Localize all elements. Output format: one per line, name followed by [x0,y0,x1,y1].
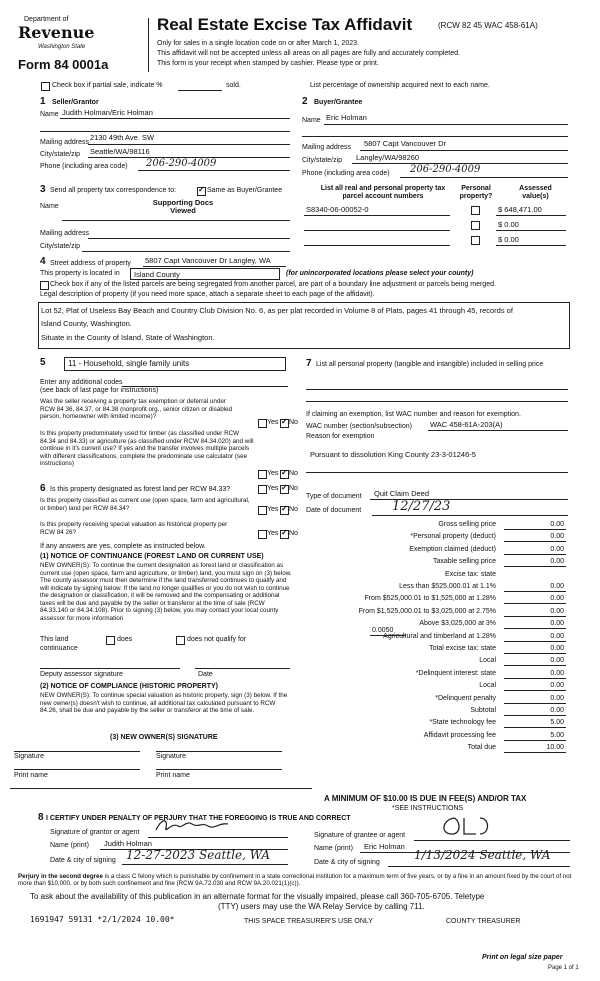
grantee-name[interactable]: Eric Holman [364,842,405,851]
tax-row-line [504,554,566,555]
tax-row-label: *Delinquent interest: state [415,670,496,677]
historic-question: Is this property receiving special valuation as historical property per RCW 84 26? [40,521,228,536]
forest-yes-checkbox[interactable] [258,485,267,494]
tax-row-value[interactable]: 0.00 [550,533,564,540]
grantor-sig-line [148,837,288,838]
deputy-sig-label: Deputy assessor signature [40,671,123,678]
parcel-line-0 [304,215,450,216]
tax-row-value[interactable]: 10.00 [546,744,564,751]
grantor-date-city[interactable]: 12-27-2023 Seattle, WA [126,848,271,862]
owner-print-line-2 [156,769,282,770]
current-use-yes-checkbox[interactable] [258,506,267,515]
section-5-number: 5 [40,357,46,368]
tax-row-label: Excise tax: state [445,571,496,578]
tax-row-value[interactable]: 0.00 [550,620,564,627]
grantee-signature [436,814,496,838]
owner-sig-line-1 [14,751,140,752]
state-label: Washington State [38,44,86,50]
legal-line-2: Island County, Washington. [41,319,132,328]
county-treasurer: COUNTY TREASURER [446,918,521,925]
segregated-checkbox[interactable] [40,281,49,290]
assessed-value-2[interactable]: $ 0.00 [498,235,519,244]
does-label: does [117,636,133,643]
current-use-no-checkbox[interactable] [280,506,289,515]
tax-row-value[interactable]: 0.00 [550,645,564,652]
current-use-no-label: No [289,506,298,513]
tax-row-line [504,715,566,716]
grantor-date-label: Date & city of signing [50,857,116,864]
supporting-docs-stamp: Supporting Docs Viewed [152,198,214,215]
dept-label: Department of [24,16,69,23]
buyer-mailing-label: Mailing address [302,144,352,151]
exemption-reason[interactable]: Pursuant to dissolution King County 23-3-01246-5 [310,450,476,459]
tax-row-value[interactable]: 5.00 [550,732,564,739]
tax-row-label: From $525,000.01 to $1,525,000 at 1.28% [364,595,496,602]
form-number: Form 84 0001a [18,57,109,72]
buyer-name-label: Name [302,117,321,124]
tax-row-label: From $1,525,000.01 to $3,025,000 at 2.75% [358,608,496,615]
q2-no-checkbox[interactable] [280,470,289,479]
buyer-city-label: City/state/zip [302,157,343,164]
rcw-reference: (RCW 82 45 WAC 458-61A) [438,21,538,30]
tax-row-value[interactable]: 0.00 [550,695,564,702]
owner-print-label-1: Print name [14,772,48,779]
tax-row-value[interactable]: 0.00 [550,583,564,590]
timber-question: Is this property predominately used for timber (as classified under RCW 84.34 and 84.33) or agriculture (as classified under RCW 84.34.020) and will continue in it's current use? If yes and the transfer involves multiple parcels with different classifications, complete the predominate use calculator (see instructions) [40,430,254,468]
owner-sig-label-2: Signature [156,753,186,760]
tax-row-value[interactable]: 0.00 [550,546,564,553]
buyer-city[interactable]: Langley/WA/98260 [356,153,420,162]
availability-note: To ask about the availability of this publication in an alternate format for the visually impaired, please call 360-705-6705. Teletype [30,892,485,901]
partial-sale-label: Check box if partial sale, indicate % [52,82,163,89]
seller-mailing[interactable]: 2130 49th Ave. SW [90,133,155,142]
does-not-checkbox[interactable] [176,636,185,645]
tax-row-label: Gross selling price [438,521,496,528]
seller-phone-label: Phone (including area code) [40,163,128,170]
tax-row-label: Taxable selling price [432,558,496,565]
tax-row-label: Less than $525,000.01 at 1.1% [399,583,496,590]
seller-name[interactable]: Judith Holman/Eric Holman [62,108,153,117]
notice2-body: NEW OWNER(S): To continue special valuation as historic property, sign (3) below. If the new owner(s) doesn't wish to continue, all additional tax calculated pursuant to RCW 84.26, shall be due and payable by the seller or transferor at the time of sale. [40,692,288,715]
buyer-heading: Buyer/Grantee [314,99,363,106]
tax-row-line [504,752,566,753]
personal-checkbox-1[interactable] [471,221,480,230]
tax-row-line [504,616,566,617]
tax-row-line [504,591,566,592]
grantor-sig-label: Signature of grantor or agent [50,829,140,836]
wac-line [428,430,568,431]
forest-question: Is this property designated as forest land per RCW 84.33? [50,486,231,493]
legal-description-box[interactable] [38,302,570,349]
section-3-number: 3 [40,184,46,195]
q1-no-checkbox[interactable] [280,419,289,428]
tax-row-line [504,541,566,542]
legal-line-1: Lot 52, Plat of Useless Bay Beach and Country Club Division No. 6, as per plat recorded in Volume 8 of Plats, pages 41 through 45, records of [41,306,513,315]
assessed-line-2 [496,245,566,246]
section-8-number: 8 [38,812,44,823]
perjury-text: is a class C felony which is punishable by confinement in a state correctional institution for a maximum term of five years, or by a fine in an amount fixed by the court of not more than $10,000, or by both such confinement and fine (RCW 9A.72.030 and RCW 9A.20.021(1)(c)). [18,873,572,888]
corr-city-line [82,251,290,252]
tax-row-label: *State technology fee [429,719,496,726]
if-yes-note: If any answers are yes, complete as instructed below. [40,543,206,550]
treasurer-use-only: THIS SPACE TREASURER'S USE ONLY [244,918,373,925]
grantee-sig-label: Signature of grantee or agent [314,832,406,839]
seller-phone[interactable]: 206-290-4009 [146,158,217,169]
personal-col-header: Personal property? [459,185,493,200]
certify-statement: I CERTIFY UNDER PENALTY OF PERJURY THAT THE FOREGOING IS TRUE AND CORRECT [46,815,351,822]
tax-row-value[interactable]: 0.00 [550,707,564,714]
street-line [143,266,286,267]
header-divider [148,18,149,72]
grantee-date-city[interactable]: 1/13/2024 Seattle, WA [414,848,551,862]
tax-row-line [504,690,566,691]
tty-note: (TTY) users may use the WA Relay Service by calling 711. [218,902,425,911]
tax-row-value[interactable]: 0.00 [550,670,564,677]
sold-label: sold. [226,82,241,89]
owner-sig-label-1: Signature [14,753,44,760]
additional-codes-label: Enter any additional codes [40,379,123,386]
buyer-blank-line [302,136,568,137]
continuance-label: continuance [40,645,78,652]
tax-row-label: Total due [467,744,496,751]
notice1-body: NEW OWNER(S): To continue the current designation as forest land or classification as current use (open space, farm and agriculture, or timber) land, you must sign on (3) below. The county assessor must then determine if the land transferred continues to qualify and will indicate by signing below. If the land no longer qualifies or you do not wish to continue the designation or classification, it will be removed and the compensating or additional taxes will be due and payable by the seller or transferor at the time of sale (RCW 84.33.140 or 84.34.108). Prior to signing (3) below, you may contact your local county assessor for more information [40,562,292,622]
doc-type[interactable]: Quit Claim Deed [374,489,430,498]
section-6-number: 6 [40,483,46,494]
new-owner-sig-heading: (3) NEW OWNER(S) SIGNATURE [110,734,218,741]
parcel-line-2 [304,245,450,246]
reason-label: Reason for exemption [306,433,375,440]
q1-no-label: No [289,419,298,426]
tax-row-value[interactable]: 0.00 [550,558,564,565]
tax-row-line [504,703,566,704]
historic-yes-label: Yes [267,530,279,537]
reason-line [306,472,568,473]
owner-print-label-2: Print name [156,772,190,779]
county-note: (for unincorporated locations please select your county) [286,270,474,277]
forest-yes-label: Yes [267,485,279,492]
does-not-label: does not qualify for [187,636,247,643]
tax-row-value[interactable]: 0.00 [550,608,564,615]
q1-yes-checkbox[interactable] [258,419,267,428]
personal-property-line-1 [306,389,568,390]
segregated-label: Check box if any of the listed parcels are being segregated from another parcel, are part of a boundary line adjustment or parcels being merged. [50,281,496,288]
this-land-label: This land [40,636,69,643]
doc-date-line [372,515,568,516]
tax-row-label: Total excise tax: state [429,645,496,652]
forest-no-label: No [289,485,298,492]
tax-row-value[interactable]: 5.00 [550,719,564,726]
personal-property-line-2 [306,401,568,402]
tax-row-line [504,529,566,530]
seller-name-label: Name [40,111,59,118]
land-use-select[interactable] [64,357,286,371]
seller-city[interactable]: Seattle/WA/98116 [90,147,150,156]
tax-row-line [504,653,566,654]
tax-row-label: *Personal property (deduct) [410,533,496,540]
doc-type-label: Type of document [306,493,362,500]
legal-line-3: Situate in the County of Island, State of Washington. [41,333,215,342]
grantee-sig-line [414,840,570,841]
county-select[interactable] [130,268,280,280]
tax-row-value[interactable]: 0.00 [550,521,564,528]
tax-row-value[interactable]: 0.00 [550,657,564,664]
tax-row-label: Subtotal [470,707,496,714]
notice1-title: (1) NOTICE OF CONTINUANCE (FOREST LAND OR CURRENT USE) [40,553,264,560]
parcel-col-header: List all real and personal property tax parcel account numbers [320,185,446,200]
tax-row-line [504,727,566,728]
exemption-question: Was the seller receiving a property tax exemption or deferral under RCW 84 36, 84.37, or 84.38 (nonprofit org., senior citizen or disabled person, homeowner with limited income)? [40,398,233,421]
tax-row-label: Local [479,657,496,664]
q2-no-label: No [289,470,298,477]
assessed-line-1 [496,230,566,231]
owner-sig-line-2 [156,751,282,752]
located-label: This property is located in [40,270,120,277]
buyer-phone-label: Phone (including area code) [302,170,390,177]
buyer-mailing[interactable]: 5807 Capt Vancouver Dr [364,139,446,148]
does-checkbox[interactable] [106,636,115,645]
personal-checkbox-2[interactable] [471,236,480,245]
section-7-number: 7 [306,358,312,369]
wac-number[interactable]: WAC 458-61A-203(A) [430,420,503,429]
current-use-question: Is this property classified as current use (open space, farm and agricultural, or timber) land per RCW 84.34? [40,497,250,512]
buyer-phone[interactable]: 206-290-4009 [410,164,481,175]
seller-blank-line [40,131,290,132]
parcel-account-0[interactable]: S8340-06-00052-0 [306,205,369,214]
tax-row-line [504,665,566,666]
page-number: Page 1 of 1 [548,965,579,971]
q1-yes-label: Yes [267,419,279,426]
corr-city-label: City/state/zip [40,243,81,250]
section-1-number: 1 [40,96,46,107]
section-8-rule [10,788,312,789]
tax-row-line [504,603,566,604]
parcel-line-1 [304,230,450,231]
tax-row-line [504,678,566,679]
tax-row-label: *Delinquent penalty [435,695,496,702]
see-instructions: *SEE INSTRUCTIONS [392,805,464,812]
corr-name-line [62,220,290,221]
header-note-2: This affidavit will not be accepted unless all areas on all pages are fully and accurately completed. [157,50,460,57]
tax-row-label: Affidavit processing fee [423,732,496,739]
partial-sale-checkbox[interactable] [41,82,50,91]
seller-mailing-label: Mailing address [40,139,90,146]
forest-no-checkbox[interactable] [280,485,289,494]
land-use-value: 11 - Household, single family units [68,359,190,368]
seller-name-line [60,118,290,119]
corr-mailing-line [88,238,290,239]
notice2-title: (2) NOTICE OF COMPLIANCE (HISTORIC PROPERTY) [40,683,218,690]
legal-desc-label: Legal description of property (if you need more space, attach a separate sheet to each page of the affidavit). [40,291,375,298]
local-rate-line [370,635,406,636]
tax-row-line [504,566,566,567]
street-label: Street address of property [50,260,131,267]
buyer-name-line [324,124,568,125]
tax-row-label: Agricultural and timberland at 1.28% [383,633,496,640]
tax-row-label: Above $3,025,000 at 3% [419,620,496,627]
cashier-stamp: 1691947 59131 *2/1/2024 10.00* [30,915,175,924]
grantor-date-line [122,864,288,865]
current-use-yes-label: Yes [267,506,279,513]
percent-line [178,90,222,91]
header-note-1: Only for sales in a single location code on or after March 1, 2023. [157,40,359,47]
section-4-number: 4 [40,256,46,267]
same-as-buyer-checkbox[interactable] [197,187,206,196]
additional-codes-note: (see back of last page for instructions) [40,387,159,394]
grantor-name-label: Name (print) [50,842,89,849]
historic-no-label: No [289,530,298,537]
assessed-col-header: Assessed value(s) [519,185,552,200]
q2-yes-label: Yes [267,470,279,477]
doc-date-label: Date of document [306,507,362,514]
grantee-name-label: Name (print) [314,845,353,852]
tax-row-label: Exemption claimed (deduct) [409,546,496,553]
historic-yes-checkbox[interactable] [258,530,267,539]
tax-row-line [504,740,566,741]
header-note-3: This form is your receipt when stamped by cashier. Please type or print. [157,60,379,67]
seller-heading: Seller/Grantor [52,99,99,106]
assessed-value-1[interactable]: $ 0.00 [498,220,519,229]
ownership-note: List percentage of ownership acquired next to each name. [310,82,490,89]
tax-row-value[interactable]: 0.00 [550,633,564,640]
grantor-signature [152,816,232,836]
doc-date[interactable]: 12/27/23 [392,499,451,514]
corr-name-label: Name [40,203,59,210]
assessed-value-0[interactable]: $ 648,471.00 [498,205,542,214]
deputy-date-line [195,668,290,669]
historic-no-checkbox[interactable] [280,530,289,539]
q2-yes-checkbox[interactable] [258,470,267,479]
grantor-name[interactable]: Judith Holman [104,839,152,848]
buyer-name[interactable]: Eric Holman [326,113,367,122]
personal-property-label: List all personal property (tangible and intangible) included in selling price [316,361,544,368]
buyer-mailing-line [360,150,568,151]
property-street[interactable]: 5807 Capt Vancouver Dr Langley, WA [145,256,271,265]
tax-row-value[interactable]: 0.00 [550,682,564,689]
deputy-sig-line [40,668,180,669]
buyer-phone-line [400,177,568,178]
seller-phone-line [138,170,290,171]
section-2-number: 2 [302,96,308,107]
correspondence-heading: Send all property tax correspondence to: [50,187,177,194]
corr-mailing-label: Mailing address [40,230,90,237]
dor-logo: Revenue [18,23,95,42]
local-rate: 0.0050 [372,627,394,634]
tax-row-label: Local [479,682,496,689]
deputy-date-label: Date [198,671,213,678]
legal-paper-note: Print on legal size paper [482,954,563,961]
wac-label: WAC number (section/subsection) [306,423,412,430]
perjury-bold: Perjury in the second degree [18,873,103,880]
grantee-date-label: Date & city of signing [314,859,380,866]
form-title: Real Estate Excise Tax Affidavit [157,15,413,34]
seller-city-label: City/state/zip [40,151,81,158]
county-value: Island County [134,270,180,279]
seller-mailing-line [88,144,290,145]
minimum-due-note: A MINIMUM OF $10.00 IS DUE IN FEE(S) AND/OR TAX [324,794,527,803]
assessed-line-0 [496,215,566,216]
tax-row-line [504,628,566,629]
same-as-buyer-label: Same as Buyer/Grantee [207,187,283,194]
perjury-notice [18,873,586,888]
personal-checkbox-0[interactable] [471,206,480,215]
grantee-date-line [388,866,570,867]
owner-print-line-1 [14,769,140,770]
tax-row-value[interactable]: 0.00 [550,595,564,602]
exemption-claim-label: If claiming an exemption, list WAC number and reason for exemption. [306,411,521,418]
tax-row-line [504,641,566,642]
